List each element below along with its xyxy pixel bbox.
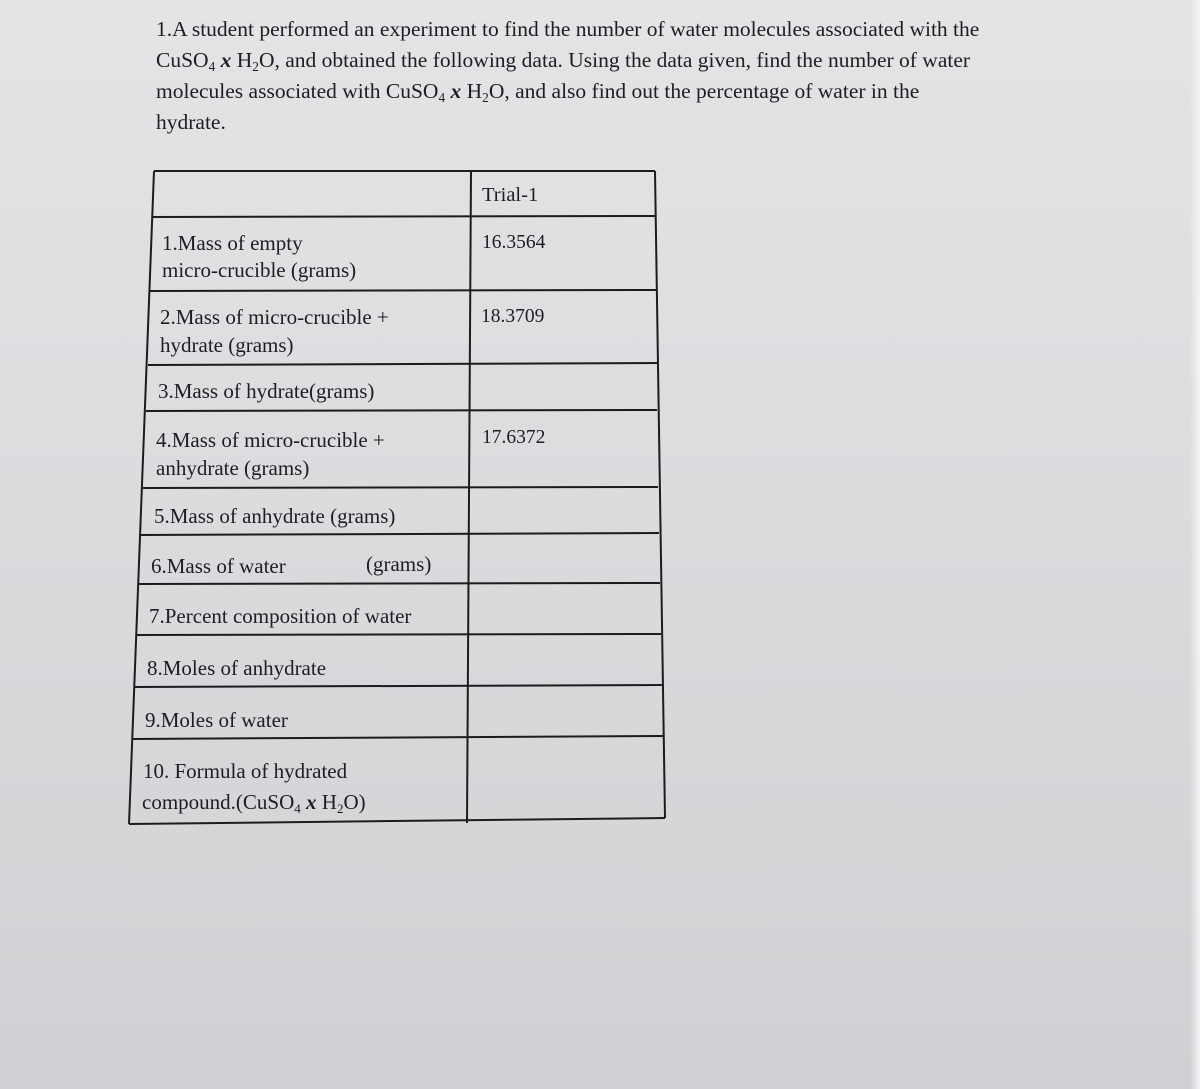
row-4-label-line-1: 4.Mass of micro-crucible + xyxy=(156,428,385,452)
row-4-label-line-2: anhydrate (grams) xyxy=(156,456,310,480)
row-6-label: 6.Mass of water xyxy=(151,554,286,578)
row-4-value: 17.6372 xyxy=(482,427,546,448)
question-line-4: hydrate. xyxy=(156,110,226,134)
row-3-label: 3.Mass of hydrate(grams) xyxy=(158,379,375,403)
question-line-3: molecules associated with CuSO$_4$ x $H_2O$, and also find out the percentage of water in the xyxy=(156,79,920,105)
question-text xyxy=(156,14,1036,138)
row-10-label-line-1: 10. Formula of hydrated xyxy=(143,759,348,783)
data-table xyxy=(128,170,668,826)
row-1-value: 16.3564 xyxy=(482,232,546,253)
row-1-label-line-2: micro-crucible (grams) xyxy=(162,258,357,282)
row-9-label: 9.Moles of water xyxy=(145,708,288,732)
question-line-2: CuSO$_4$ x $H_2O$, and obtained the following data. Using the data given, find the number of water xyxy=(156,48,971,74)
column-header-trial-1: Trial-1 xyxy=(482,184,539,206)
row-6-unit: (grams) xyxy=(366,552,432,576)
row-5-label: 5.Mass of anhydrate (grams) xyxy=(154,504,396,528)
row-2-value: 18.3709 xyxy=(481,306,545,327)
row-7-label: 7.Percent composition of water xyxy=(149,604,412,628)
row-2-label-line-2: hydrate (grams) xyxy=(160,333,294,357)
paper-edge xyxy=(1190,0,1200,1089)
question-line-1: 1.A student performed an experiment to find the number of water molecules associated with the xyxy=(156,17,980,41)
row-2-label-line-1: 2.Mass of micro-crucible + xyxy=(160,305,389,329)
row-1-label-line-1: 1.Mass of empty xyxy=(162,231,303,255)
row-10-label-line-2: compound.(CuSO$_4$ x $H_2O$) xyxy=(142,790,366,816)
row-8-label: 8.Moles of anhydrate xyxy=(147,656,327,680)
